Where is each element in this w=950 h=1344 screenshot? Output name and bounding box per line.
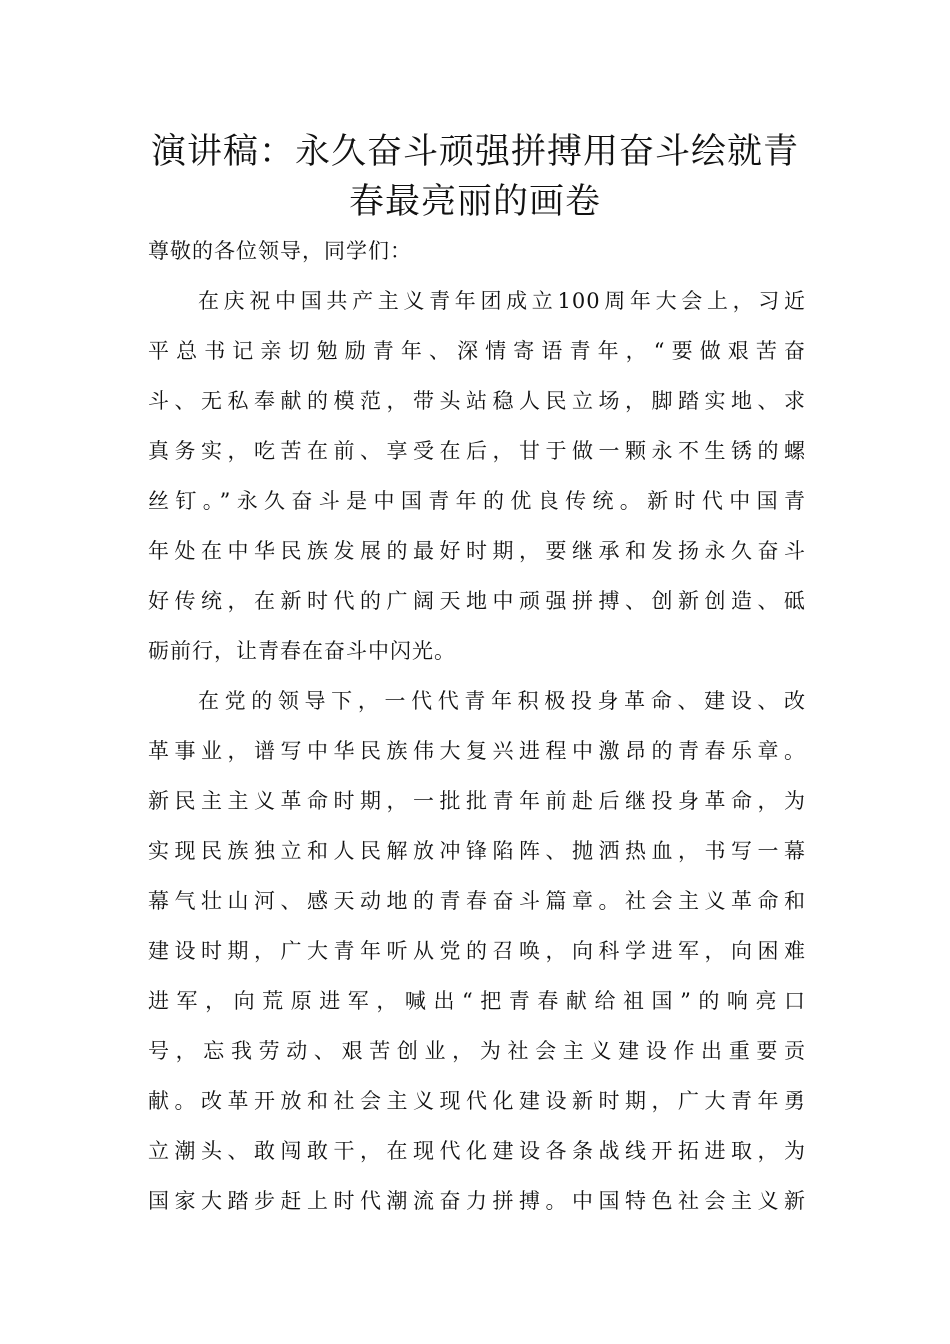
paragraph1-line: 真务实，吃苦在前、享受在后，甘于做一颗永不生锈的螺: [148, 439, 806, 463]
paragraph2-line: 在党的领导下，一代代青年积极投身革命、建设、改: [198, 689, 806, 713]
paragraph1-line: 斗、无私奉献的模范，带头站稳人民立场，脚踏实地、求: [148, 389, 806, 413]
paragraph1-line: 好传统，在新时代的广阔天地中顽强拼搏、创新创造、砥: [148, 589, 806, 613]
salutation: 尊敬的各位领导，同学们：: [148, 239, 412, 263]
paragraph2-line: 进军，向荒原进军，喊出“把青春献给祖国”的响亮口: [148, 989, 806, 1013]
paragraph1-line: 砺前行，让青春在奋斗中闪光。: [148, 639, 456, 663]
page-title-line-1: 演讲稿：永久奋斗顽强拼搏用奋斗绘就青: [150, 132, 799, 172]
paragraph2-line: 号，忘我劳动、艰苦创业，为社会主义建设作出重要贡: [148, 1039, 806, 1063]
paragraph1-line: 年处在中华民族发展的最好时期，要继承和发扬永久奋斗: [148, 539, 806, 563]
paragraph2-line: 建设时期，广大青年听从党的召唤，向科学进军，向困难: [148, 939, 806, 963]
page-title-line-2: 春最亮丽的画卷: [348, 182, 601, 222]
paragraph2-line: 国家大踏步赶上时代潮流奋力拼搏。中国特色社会主义新: [148, 1189, 806, 1213]
paragraph1-line: 在庆祝中国共产主义青年团成立100周年大会上，习近: [198, 289, 806, 313]
paragraph2-line: 实现民族独立和人民解放冲锋陷阵、抛洒热血，书写一幕: [148, 839, 806, 863]
paragraph2-line: 幕气壮山河、感天动地的青春奋斗篇章。社会主义革命和: [148, 889, 806, 913]
paragraph1-line: 丝钉。”永久奋斗是中国青年的优良传统。新时代中国青: [148, 489, 806, 513]
paragraph2-line: 新民主主义革命时期，一批批青年前赴后继投身革命，为: [148, 789, 806, 813]
paragraph2-line: 革事业，谱写中华民族伟大复兴进程中激昂的青春乐章。: [148, 739, 806, 763]
paragraph1-line: 平总书记亲切勉励青年、深情寄语青年，“要做艰苦奋: [148, 339, 806, 363]
paragraph2-line: 立潮头、敢闯敢干，在现代化建设各条战线开拓进取，为: [148, 1139, 806, 1163]
paragraph2-line: 献。改革开放和社会主义现代化建设新时期，广大青年勇: [148, 1089, 806, 1113]
